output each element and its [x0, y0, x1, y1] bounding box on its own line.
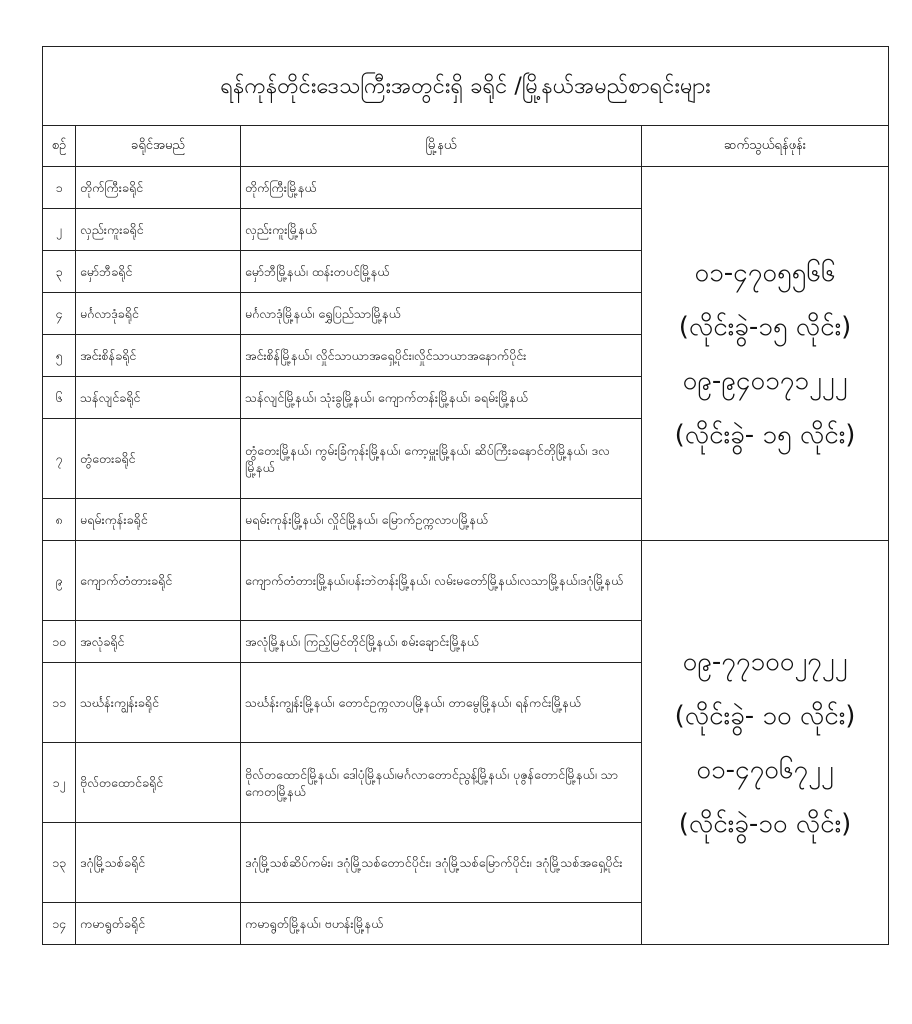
row-townships: မရမ်းကုန်းမြို့နယ်၊ လှိုင်မြို့နယ်၊ မြောက်ဥက္ကလာပမြို့နယ် — [241, 499, 642, 541]
row-district: တွံတေးခရိုင် — [76, 419, 241, 499]
header-contact: ဆက်သွယ်ရန်ဖုန်း — [642, 126, 889, 167]
row-townships: ကျောက်တံတားမြို့နယ်၊ပန်းဘဲတန်းမြို့နယ်၊ လမ်းမတော်မြို့နယ်၊လသာမြို့နယ်၊ဒဂုံမြို့နယ် — [241, 541, 642, 621]
row-district: မရမ်းကုန်းခရိုင် — [76, 499, 241, 541]
contact-line-note: (လိုင်းခွဲ- ၁၀ လိုင်း) — [674, 700, 856, 731]
row-district: တိုက်ကြီးခရိုင် — [76, 167, 241, 209]
row-district: ကမာရွတ်ခရိုင် — [76, 903, 241, 945]
contact-line-note: (လိုင်းခွဲ-၁၀ လိုင်း) — [678, 808, 852, 839]
row-townships: လှည်းကူးမြို့နယ် — [241, 209, 642, 251]
district-township-table-sheet — [42, 46, 888, 945]
row-townships: မှော်ဘီမြို့နယ်၊ ထန်းတပင်မြို့နယ် — [241, 251, 642, 293]
row-district: အင်းစိန်ခရိုင် — [76, 335, 241, 377]
contact-line-note: (လိုင်းခွဲ-၁၅ လိုင်း) — [678, 311, 852, 342]
row-no: ၁ — [43, 167, 76, 209]
row-no: ၆ — [43, 377, 76, 419]
row-no: ၃ — [43, 251, 76, 293]
row-no: ၄ — [43, 293, 76, 335]
district-township-table — [42, 46, 889, 945]
contact-phone: ၀၁-၄၇၀၅၅၆၆ — [694, 257, 836, 288]
row-no: ၅ — [43, 335, 76, 377]
row-no: ၂ — [43, 209, 76, 251]
contact-cell-group2 — [642, 541, 889, 945]
table-row — [43, 541, 889, 621]
contact-cell-group1 — [642, 167, 889, 541]
contact-phone: ၀၁-၄၇၀၆၇၂၂ — [696, 754, 834, 785]
row-district: ဒဂုံမြို့သစ်ခရိုင် — [76, 823, 241, 903]
row-no: ၁၁ — [43, 663, 76, 743]
header-townships: မြို့နယ် — [241, 126, 642, 167]
row-no: ၁၄ — [43, 903, 76, 945]
row-townships: အလုံမြို့နယ်၊ ကြည့်မြင်တိုင်မြို့နယ်၊ စမ်းချောင်းမြို့နယ် — [241, 621, 642, 663]
row-no: ၉ — [43, 541, 76, 621]
row-townships: ဒဂုံမြို့သစ်ဆိပ်ကမ်း၊ ဒဂုံမြို့သစ်တောင်ပိုင်း၊ ဒဂုံမြို့သစ်မြောက်ပိုင်း၊ ဒဂုံမြို့သစ်အရှေ့ပိုင်း — [241, 823, 642, 903]
row-district: လှည်းကူးခရိုင် — [76, 209, 241, 251]
row-no: ၁၀ — [43, 621, 76, 663]
row-no: ၈ — [43, 499, 76, 541]
row-no: ၁၂ — [43, 743, 76, 823]
row-townships: ကမာရွတ်မြို့နယ်၊ ဗဟန်းမြို့နယ် — [241, 903, 642, 945]
row-district: ဗိုလ်တထောင်ခရိုင် — [76, 743, 241, 823]
row-townships: မင်္ဂလာဒုံမြို့နယ်၊ ရွှေပြည်သာမြို့နယ် — [241, 293, 642, 335]
table-title: ရန်ကုန်တိုင်းဒေသကြီးအတွင်းရှိ ခရိုင် /မြို့နယ်အမည်စာရင်းများ — [43, 47, 889, 126]
header-no: စဉ် — [43, 126, 76, 167]
row-no: ၁၃ — [43, 823, 76, 903]
header-district: ခရိုင်အမည် — [76, 126, 241, 167]
row-district: အလုံခရိုင် — [76, 621, 241, 663]
row-district: ကျောက်တံတားခရိုင် — [76, 541, 241, 621]
row-district: သင်္ဃန်းကျွန်းခရိုင် — [76, 663, 241, 743]
row-townships: တွံတေးမြို့နယ်၊ ကွမ်းခြံကုန်းမြို့နယ်၊ ကော့မှူးမြို့နယ်၊ ဆိပ်ကြီးခနောင်တိုမြို့နယ်၊ ဒလမြို့နယ် — [241, 419, 642, 499]
row-townships: သန်လျင်မြို့နယ်၊ သုံးခွမြို့နယ်၊ ကျောက်တန်းမြို့နယ်၊ ခရမ်းမြို့နယ် — [241, 377, 642, 419]
contact-phone: ၀၉-၇၇၁၀၀၂၇၂၂ — [682, 646, 848, 677]
contact-phone: ၀၉-၉၄၀၁၇၁၂၂၂ — [682, 365, 848, 396]
row-district: မင်္ဂလာဒုံခရိုင် — [76, 293, 241, 335]
contact-line-note: (လိုင်းခွဲ- ၁၅ လိုင်း) — [674, 419, 856, 450]
row-townships: သင်္ဃန်းကျွန်းမြို့နယ်၊ တောင်ဥက္ကလာပမြို့နယ်၊ တာမွေမြို့နယ်၊ ရန်ကင်းမြို့နယ် — [241, 663, 642, 743]
row-district: သန်လျင်ခရိုင် — [76, 377, 241, 419]
row-no: ၇ — [43, 419, 76, 499]
header-row — [43, 126, 889, 167]
row-townships: အင်းစိန်မြို့နယ်၊ လှိုင်သာယာအရှေ့ပိုင်း၊လှိုင်သာယာအနောက်ပိုင်း — [241, 335, 642, 377]
row-district: မှော်ဘီခရိုင် — [76, 251, 241, 293]
row-townships: ဗိုလ်တထောင်မြို့နယ်၊ ဒေါပုံမြို့နယ်၊မင်္ဂလာတောင်ညွန့်မြို့နယ်၊ ပုဇွန်တောင်မြို့နယ်၊ သာကေတမြို့နယ် — [241, 743, 642, 823]
row-townships: တိုက်ကြီးမြို့နယ် — [241, 167, 642, 209]
title-row — [43, 47, 889, 126]
table-row — [43, 167, 889, 209]
